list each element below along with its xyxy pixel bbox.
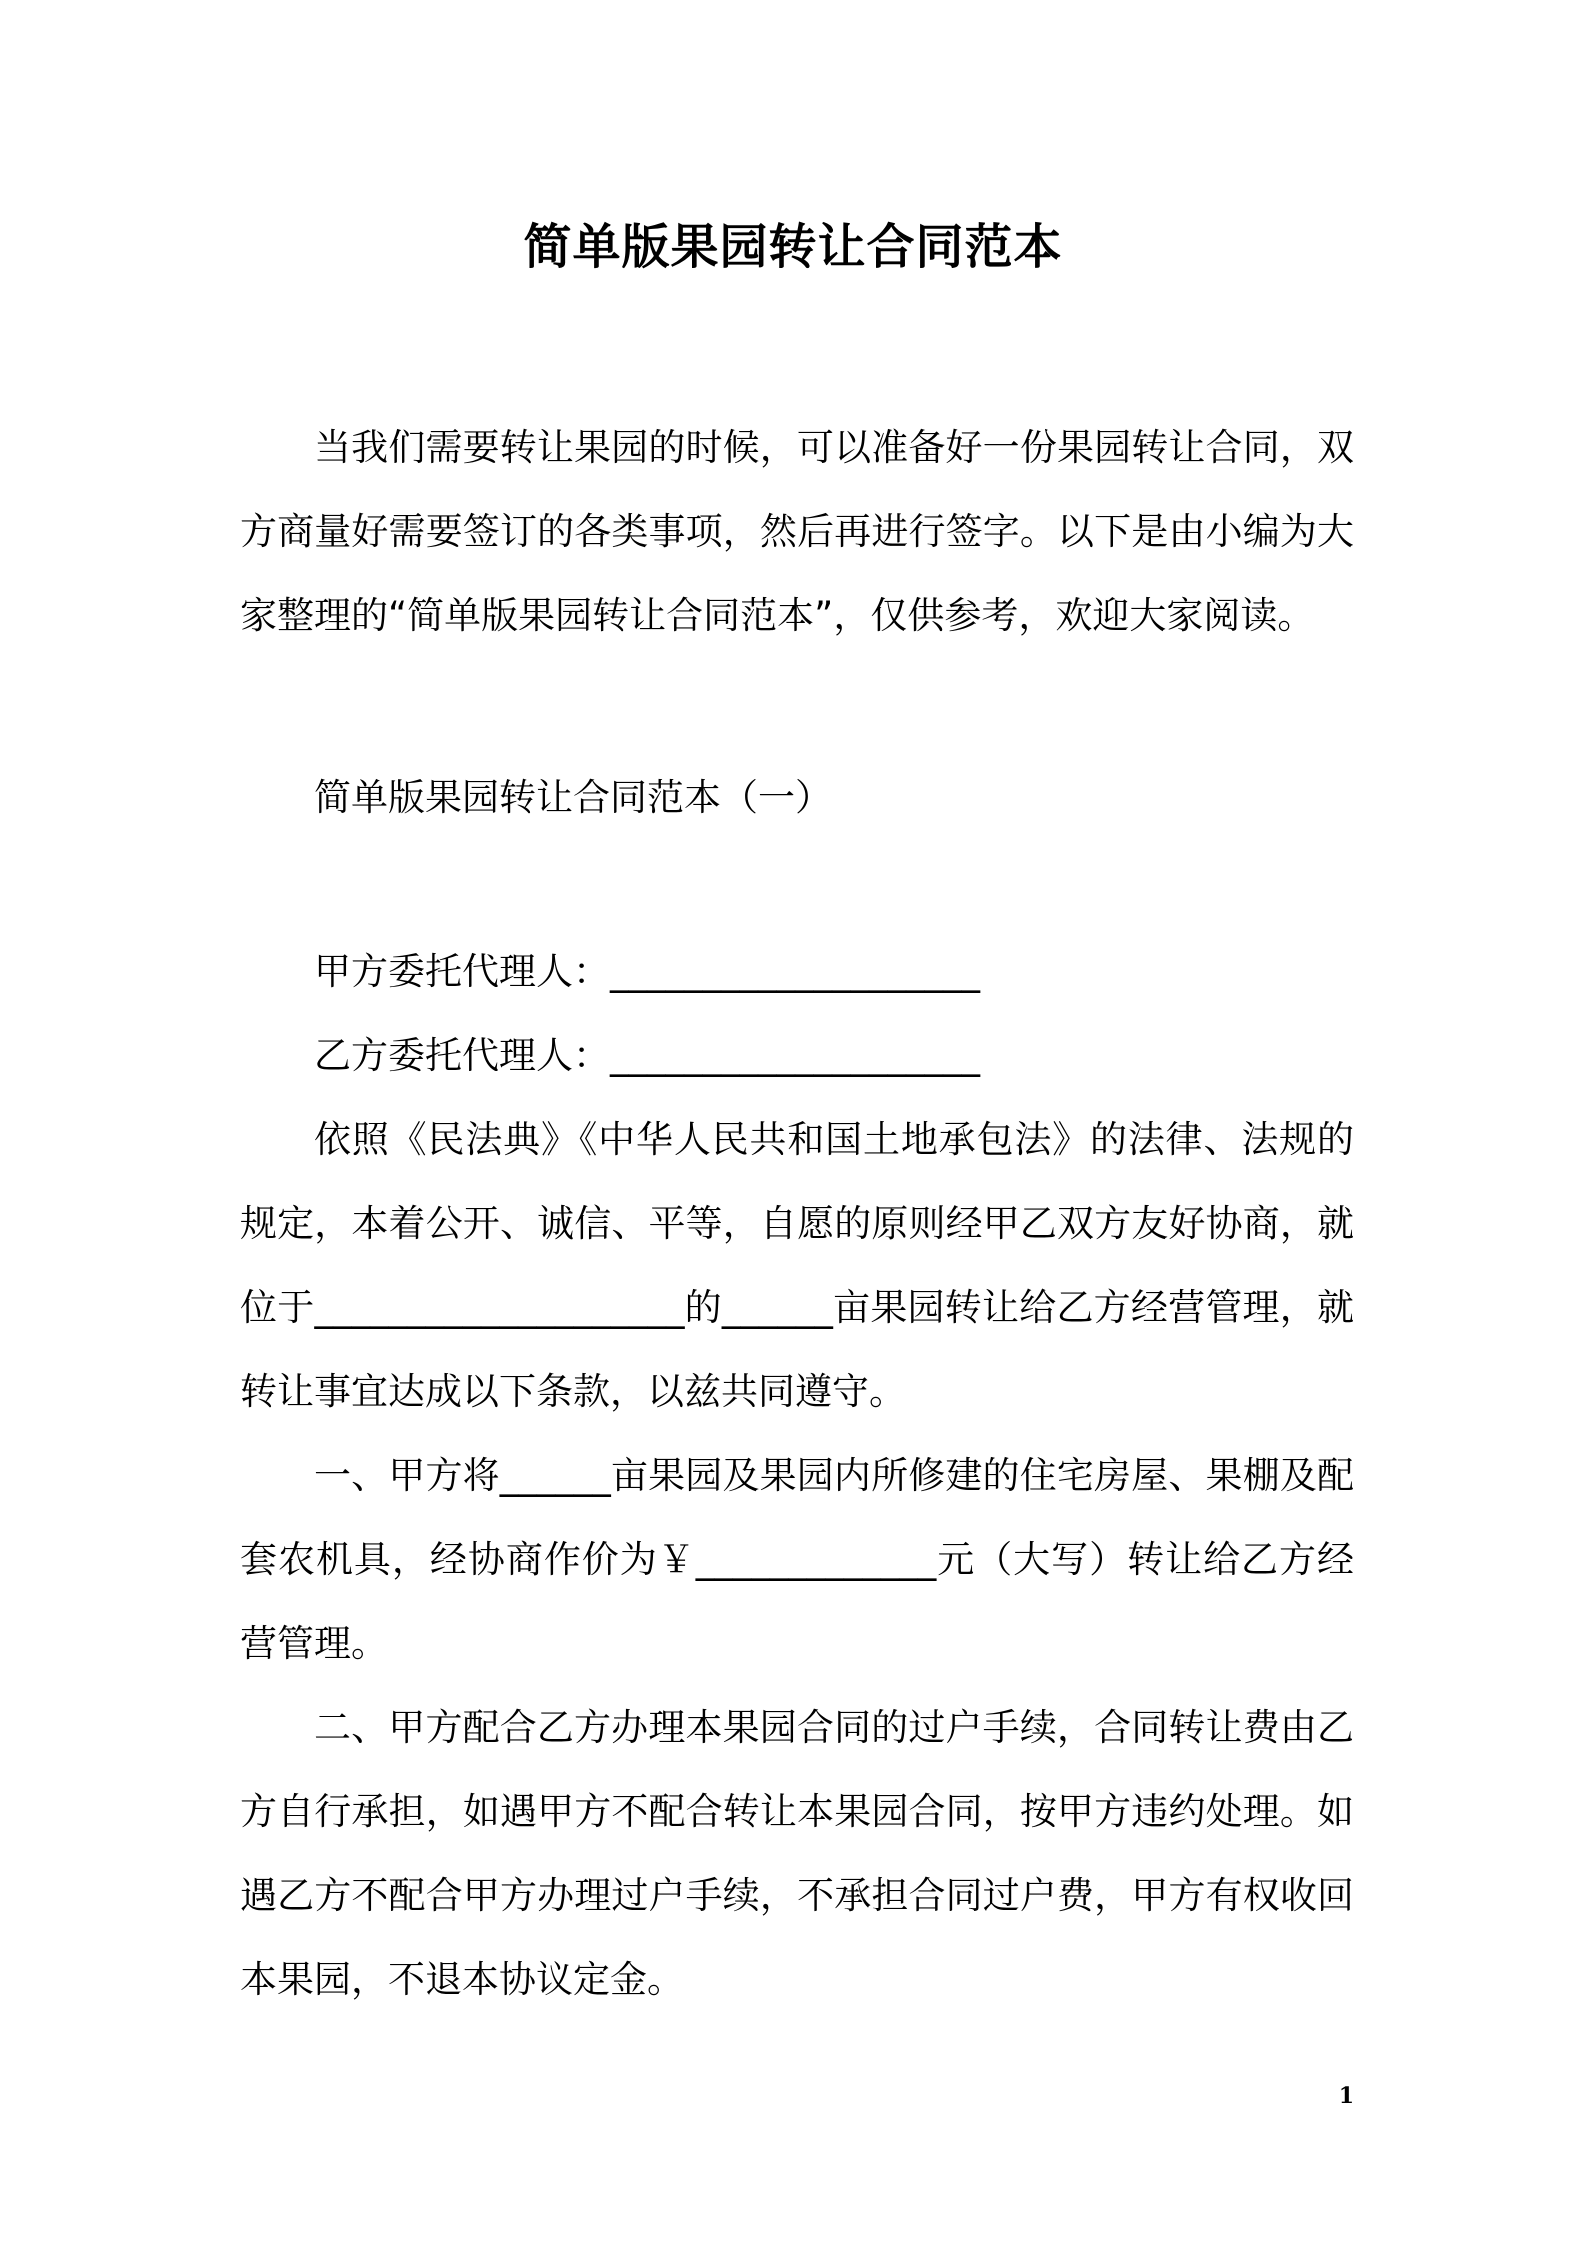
intro-paragraph: 当我们需要转让果园的时候，可以准备好一份果园转让合同，双方商量好需要签订的各类事项，然后再进行签字。以下是由小编为大家整理的“简单版果园转让合同范本”，仅供参考，欢迎大家阅读。	[240, 426, 1354, 637]
party-b-agent-line: 乙方委托代理人：____________________	[314, 1034, 980, 1077]
spacer	[240, 658, 1354, 756]
document-title: 简单版果园转让合同范本	[523, 219, 1063, 275]
clause-1-paragraph: 一、甲方将______亩果园及果园内所修建的住宅房屋、果棚及配套农机具，经协商作价为￥_____________元（大写）转让给乙方经营管理。	[240, 1454, 1354, 1665]
section-subtitle: 简单版果园转让合同范本（一）	[314, 776, 832, 819]
party-a-agent-line: 甲方委托代理人：____________________	[314, 950, 980, 993]
spacer	[240, 840, 1354, 930]
document-body	[240, 406, 1354, 2022]
preamble-paragraph: 依照《民法典》《中华人民共和国土地承包法》的法律、法规的规定，本着公开、诚信、平等，自愿的原则经甲乙双方友好协商，就位于____________________的______亩果园转让给乙方经营管理，就转让事宜达成以下条款，以兹共同遵守。	[240, 1118, 1354, 1413]
page-number: 1	[1338, 2083, 1354, 2109]
clause-2-paragraph: 二、甲方配合乙方办理本果园合同的过户手续，合同转让费由乙方自行承担，如遇甲方不配合转让本果园合同，按甲方违约处理。如遇乙方不配合甲方办理过户手续，不承担合同过户费，甲方有权收回本果园，不退本协议定金。	[240, 1706, 1354, 2001]
